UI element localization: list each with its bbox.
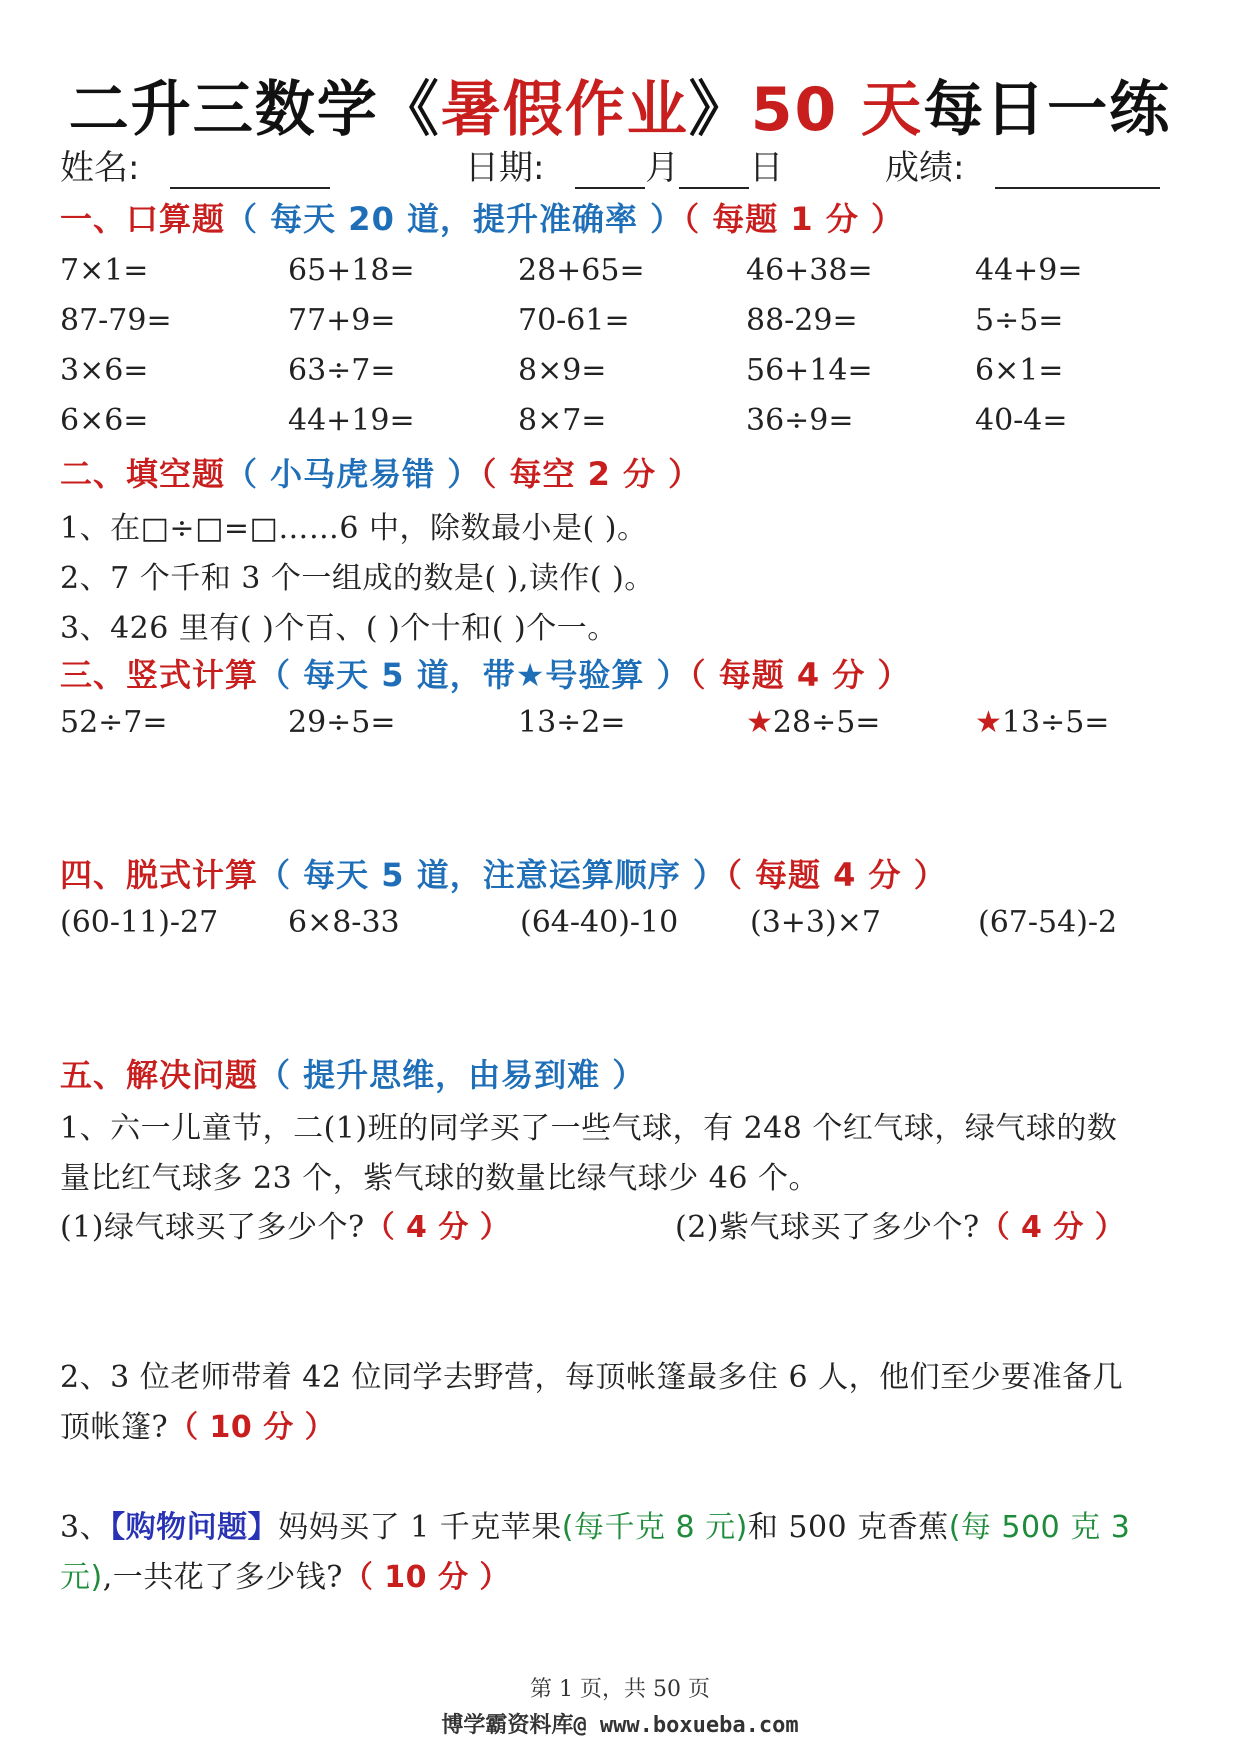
- fill-question-2: 2、7 个千和 3 个一组成的数是( ),读作( )。: [60, 561, 655, 596]
- problem: 44+9=: [975, 253, 1083, 288]
- problem: 77+9=: [288, 303, 396, 338]
- problem: (3+3)×7: [750, 905, 881, 940]
- problem: 65+18=: [288, 253, 415, 288]
- stepwise-calc-row: [60, 905, 1190, 949]
- problem: 8×7=: [518, 403, 607, 438]
- date-field: 日期: 月 日: [465, 148, 784, 188]
- problem: 6×8-33: [288, 905, 400, 940]
- problem: 70-61=: [518, 303, 630, 338]
- problem: 46+38=: [746, 253, 873, 288]
- problem: 40-4=: [975, 403, 1068, 438]
- problem: 36÷9=: [746, 403, 854, 438]
- problem: 28+65=: [518, 253, 645, 288]
- fill-question-3: 3、426 里有( )个百、( )个十和( )个一。: [60, 611, 618, 646]
- problem: 8×9=: [518, 353, 607, 388]
- site-watermark: 博学霸资料库@ www.boxueba.com: [441, 1713, 799, 1738]
- student-info-row: [60, 140, 1180, 186]
- problem: 6×6=: [60, 403, 149, 438]
- score-field: 成绩:: [885, 140, 1160, 189]
- problem: 29÷5=: [288, 705, 396, 740]
- problem1-text-line2: 量比红气球多 23 个，紫气球的数量比绿气球少 46 个。: [60, 1161, 819, 1196]
- problem: (67-54)-2: [978, 905, 1118, 940]
- problem: (64-40)-10: [520, 905, 679, 940]
- vertical-calc-row: [60, 705, 1190, 749]
- section3-heading: 三、竖式计算（ 每天 5 道，带★号验算 ）（ 每题 4 分 ）: [60, 656, 911, 694]
- name-blank[interactable]: [170, 151, 330, 189]
- oral-row-1: [60, 253, 1190, 297]
- star-icon: ★: [746, 705, 773, 740]
- oral-row-4: [60, 403, 1190, 447]
- problem3-text-line1: 3、【购物问题】妈妈买了 1 千克苹果(每千克 8 元)和 500 克香蕉(每 500 克 3: [60, 1510, 1131, 1545]
- page-title: 二升三数学《暑假作业》50 天每日一练: [68, 75, 1172, 145]
- month-blank[interactable]: [575, 151, 645, 189]
- section2-heading: 二、填空题（ 小马虎易错 ）（ 每空 2 分 ）: [60, 455, 702, 493]
- problem3-text-line2: 元),一共花了多少钱?（ 10 分 ）: [60, 1560, 510, 1595]
- name-field: 姓名:: [60, 140, 330, 189]
- problem2-text-line1: 2、3 位老师带着 42 位同学去野营，每顶帐篷最多住 6 人，他们至少要准备几: [60, 1360, 1124, 1395]
- problem: 56+14=: [746, 353, 873, 388]
- problem: 52÷7=: [60, 705, 168, 740]
- problem: 88-29=: [746, 303, 858, 338]
- problem1-text-line1: 1、六一儿童节，二(1)班的同学买了一些气球，有 248 个红气球，绿气球的数: [60, 1111, 1118, 1146]
- problem: 44+19=: [288, 403, 415, 438]
- section1-heading: 一、口算题（ 每天 20 道，提升准确率 ）（ 每题 1 分 ）: [60, 200, 904, 238]
- problem2-text-line2: 顶帐篷?（ 10 分 ）: [60, 1410, 336, 1445]
- problem1-subquestion-1: (1)绿气球买了多少个?（ 4 分 ）: [60, 1210, 511, 1245]
- section5-heading: 五、解决问题（ 提升思维，由易到难 ）: [60, 1056, 646, 1094]
- oral-row-3: [60, 353, 1190, 397]
- problem: 13÷2=: [518, 705, 626, 740]
- star-icon: ★: [975, 705, 1002, 740]
- problem: 6×1=: [975, 353, 1064, 388]
- problem: 5÷5=: [975, 303, 1064, 338]
- problem1-subquestion-2: (2)紫气球买了多少个?（ 4 分 ）: [675, 1210, 1126, 1245]
- page-number: 第 1 页，共 50 页: [530, 1677, 710, 1702]
- problem: 3×6=: [60, 353, 149, 388]
- starred-problem: ★28÷5=: [746, 705, 881, 740]
- problem: (60-11)-27: [60, 905, 219, 940]
- score-blank[interactable]: [995, 151, 1160, 189]
- oral-row-2: [60, 303, 1190, 347]
- day-blank[interactable]: [679, 151, 749, 189]
- section4-heading: 四、脱式计算（ 每天 5 道，注意运算顺序 ）（ 每题 4 分 ）: [60, 856, 947, 894]
- starred-problem: ★13÷5=: [975, 705, 1110, 740]
- problem: 63÷7=: [288, 353, 396, 388]
- fill-question-1: 1、在□÷□=□……6 中，除数最小是( )。: [60, 511, 648, 546]
- problem: 87-79=: [60, 303, 172, 338]
- problem: 7×1=: [60, 253, 149, 288]
